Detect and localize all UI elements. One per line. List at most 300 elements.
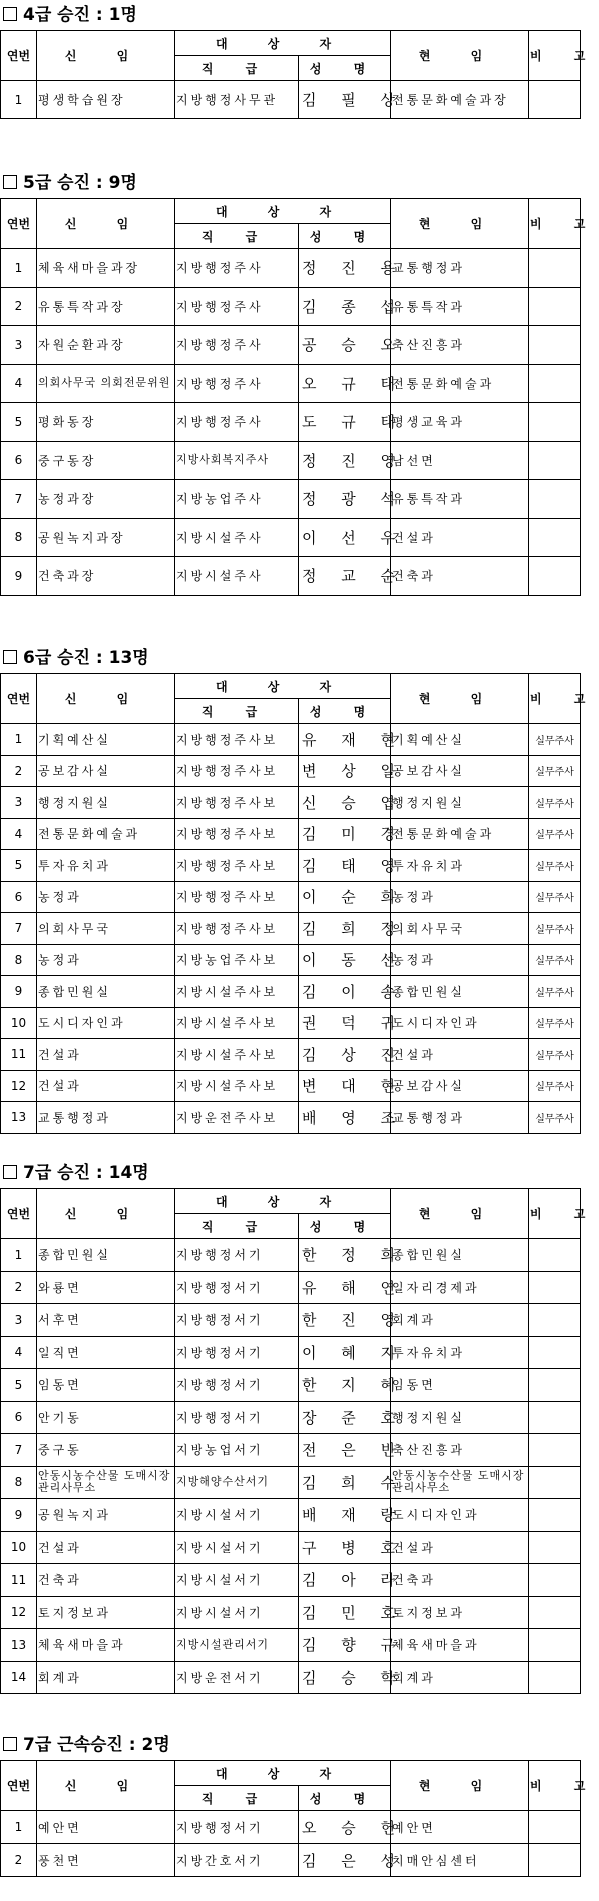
cell-name: 신 승 엽 bbox=[299, 787, 391, 819]
cell-grade: 지방농업주사보 bbox=[175, 944, 299, 976]
cell-name: 김 희 정 bbox=[299, 913, 391, 945]
cell-name: 오 규 태 bbox=[299, 364, 391, 403]
cell-current: 건축과 bbox=[391, 557, 529, 596]
cell-no: 2 bbox=[1, 287, 37, 326]
cell-name: 김 상 진 bbox=[299, 1039, 391, 1071]
table-row bbox=[1, 249, 581, 288]
table-row bbox=[1, 1811, 581, 1844]
cell-name: 김 은 성 bbox=[299, 1844, 391, 1877]
cell-current: 행정지원실 bbox=[391, 787, 529, 819]
cell-name: 정 교 순 bbox=[299, 557, 391, 596]
cell-no: 8 bbox=[1, 944, 37, 976]
cell-grade: 지방행정주사보 bbox=[175, 787, 299, 819]
cell-remark bbox=[529, 81, 581, 119]
cell-new-post: 와룡면 bbox=[37, 1271, 175, 1304]
cell-no: 8 bbox=[1, 518, 37, 557]
header-current: 현 임 bbox=[391, 199, 529, 249]
cell-new-post: 풍천면 bbox=[37, 1844, 175, 1877]
cell-remark bbox=[529, 1811, 581, 1844]
cell-remark: 실무주사 bbox=[529, 818, 581, 850]
cell-remark: 실무주사 bbox=[529, 724, 581, 756]
cell-remark: 실무주사 bbox=[529, 850, 581, 882]
cell-name: 정 광 석 bbox=[299, 480, 391, 519]
cell-name: 김 민 호 bbox=[299, 1596, 391, 1629]
table-row bbox=[1, 1596, 581, 1629]
header-grade: 직 급 bbox=[175, 1786, 299, 1811]
cell-current: 농정과 bbox=[391, 881, 529, 913]
cell-no: 1 bbox=[1, 249, 37, 288]
cell-no: 9 bbox=[1, 1499, 37, 1532]
cell-remark bbox=[529, 518, 581, 557]
table-row bbox=[1, 1336, 581, 1369]
table-row bbox=[1, 1564, 581, 1597]
promotion-table bbox=[0, 1188, 599, 1694]
cell-new-post: 체육새마을과장 bbox=[37, 249, 175, 288]
header-new-post: 신 임 bbox=[37, 199, 175, 249]
header-subject: 대 상 자 bbox=[175, 1761, 391, 1786]
cell-grade: 지방행정서기 bbox=[175, 1336, 299, 1369]
cell-current: 공보감사실 bbox=[391, 755, 529, 787]
cell-current: 치매안심센터 bbox=[391, 1844, 529, 1877]
cell-no: 8 bbox=[1, 1466, 37, 1499]
cell-grade: 지방행정서기 bbox=[175, 1304, 299, 1337]
cell-current: 도시디자인과 bbox=[391, 1499, 529, 1532]
cell-remark: 실무주사 bbox=[529, 787, 581, 819]
cell-name: 권 덕 귀 bbox=[299, 1007, 391, 1039]
table-row bbox=[1, 850, 581, 882]
cell-name: 김 희 수 bbox=[299, 1466, 391, 1499]
cell-no: 7 bbox=[1, 1434, 37, 1467]
header-row bbox=[1, 1189, 581, 1214]
cell-current: 공보감사실 bbox=[391, 1070, 529, 1102]
cell-remark bbox=[529, 1271, 581, 1304]
cell-remark bbox=[529, 1401, 581, 1434]
checkbox-square-icon bbox=[3, 1165, 17, 1179]
cell-current: 남선면 bbox=[391, 441, 529, 480]
cell-new-post: 종합민원실 bbox=[37, 1239, 175, 1272]
cell-no: 9 bbox=[1, 557, 37, 596]
cell-new-post: 투자유치과 bbox=[37, 850, 175, 882]
cell-current: 농정과 bbox=[391, 944, 529, 976]
cell-grade: 지방행정주사 bbox=[175, 287, 299, 326]
cell-remark bbox=[529, 1661, 581, 1694]
cell-name: 김 향 규 bbox=[299, 1629, 391, 1662]
cell-grade: 지방행정주사보 bbox=[175, 913, 299, 945]
cell-no: 4 bbox=[1, 818, 37, 850]
section-title-text: 6급 승진 : 13명 bbox=[23, 648, 149, 668]
cell-no: 5 bbox=[1, 1369, 37, 1402]
cell-current: 축산진흥과 bbox=[391, 326, 529, 365]
table-row bbox=[1, 944, 581, 976]
cell-new-post: 도시디자인과 bbox=[37, 1007, 175, 1039]
cell-new-post: 농정과 bbox=[37, 944, 175, 976]
table-row bbox=[1, 1629, 581, 1662]
section-5 bbox=[0, 1730, 599, 1877]
cell-no: 12 bbox=[1, 1596, 37, 1629]
table-row bbox=[1, 480, 581, 519]
cell-no: 3 bbox=[1, 1304, 37, 1337]
cell-current: 유통특작과 bbox=[391, 287, 529, 326]
cell-grade: 지방행정주사보 bbox=[175, 850, 299, 882]
header-name: 성 명 bbox=[299, 56, 391, 81]
table-row bbox=[1, 1466, 581, 1499]
cell-remark: 실무주사 bbox=[529, 1039, 581, 1071]
cell-grade: 지방시설주사보 bbox=[175, 976, 299, 1008]
header-grade: 직 급 bbox=[175, 1214, 299, 1239]
section-title-text: 7급 근속승진 : 2명 bbox=[23, 1735, 170, 1755]
cell-remark bbox=[529, 1531, 581, 1564]
cell-current: 종합민원실 bbox=[391, 976, 529, 1008]
header-no: 연번 bbox=[1, 31, 37, 81]
cell-new-post: 자원순환과장 bbox=[37, 326, 175, 365]
cell-remark: 실무주사 bbox=[529, 1007, 581, 1039]
cell-no: 4 bbox=[1, 364, 37, 403]
cell-current: 건설과 bbox=[391, 1531, 529, 1564]
promotion-table bbox=[0, 673, 599, 1134]
cell-name: 김 아 라 bbox=[299, 1564, 391, 1597]
cell-no: 1 bbox=[1, 1811, 37, 1844]
table-row bbox=[1, 976, 581, 1008]
cell-grade: 지방시설주사 bbox=[175, 557, 299, 596]
cell-grade: 지방행정주사 bbox=[175, 326, 299, 365]
header-name: 성 명 bbox=[299, 1214, 391, 1239]
cell-no: 1 bbox=[1, 1239, 37, 1272]
section-1 bbox=[0, 0, 599, 119]
cell-new-post: 공보감사실 bbox=[37, 755, 175, 787]
cell-no: 6 bbox=[1, 881, 37, 913]
cell-current: 전통문화예술과장 bbox=[391, 81, 529, 119]
cell-grade: 지방시설주사보 bbox=[175, 1070, 299, 1102]
promotion-table bbox=[0, 198, 599, 596]
cell-current: 축산진흥과 bbox=[391, 1434, 529, 1467]
header-current: 현 임 bbox=[391, 1189, 529, 1239]
cell-current: 투자유치과 bbox=[391, 850, 529, 882]
cell-remark bbox=[529, 1844, 581, 1877]
checkbox-square-icon bbox=[3, 650, 17, 664]
section-4 bbox=[0, 1158, 599, 1694]
cell-current: 회계과 bbox=[391, 1304, 529, 1337]
cell-new-post: 중구동장 bbox=[37, 441, 175, 480]
cell-remark bbox=[529, 480, 581, 519]
cell-new-post: 평생학습원장 bbox=[37, 81, 175, 119]
cell-grade: 지방행정주사보 bbox=[175, 881, 299, 913]
cell-current: 건축과 bbox=[391, 1564, 529, 1597]
table-row bbox=[1, 724, 581, 756]
header-subject: 대 상 자 bbox=[175, 199, 391, 224]
cell-grade: 지방농업서기 bbox=[175, 1434, 299, 1467]
cell-grade: 지방행정주사보 bbox=[175, 755, 299, 787]
cell-grade: 지방시설관리서기 bbox=[175, 1629, 299, 1662]
cell-no: 13 bbox=[1, 1629, 37, 1662]
cell-grade: 지방간호서기 bbox=[175, 1844, 299, 1877]
cell-no: 2 bbox=[1, 755, 37, 787]
cell-current: 종합민원실 bbox=[391, 1239, 529, 1272]
cell-remark bbox=[529, 441, 581, 480]
cell-new-post: 공원녹지과장 bbox=[37, 518, 175, 557]
section-title bbox=[0, 1730, 580, 1760]
header-remark: 비 고 bbox=[529, 31, 581, 81]
cell-name: 구 병 호 bbox=[299, 1531, 391, 1564]
cell-remark: 실무주사 bbox=[529, 944, 581, 976]
cell-name: 전 은 빈 bbox=[299, 1434, 391, 1467]
cell-remark bbox=[529, 403, 581, 442]
cell-current: 기획예산실 bbox=[391, 724, 529, 756]
cell-name: 변 상 일 bbox=[299, 755, 391, 787]
checkbox-square-icon bbox=[3, 175, 17, 189]
table-row bbox=[1, 1304, 581, 1337]
cell-name: 이 동 선 bbox=[299, 944, 391, 976]
section-title bbox=[0, 643, 580, 673]
cell-remark bbox=[529, 1304, 581, 1337]
table-row bbox=[1, 1369, 581, 1402]
table-row bbox=[1, 287, 581, 326]
header-current: 현 임 bbox=[391, 1761, 529, 1811]
table-row bbox=[1, 1239, 581, 1272]
header-no: 연번 bbox=[1, 674, 37, 724]
cell-new-post: 예안면 bbox=[37, 1811, 175, 1844]
header-current: 현 임 bbox=[391, 674, 529, 724]
cell-grade: 지방농업주사 bbox=[175, 480, 299, 519]
cell-name: 한 지 혜 bbox=[299, 1369, 391, 1402]
table-row bbox=[1, 403, 581, 442]
table-row bbox=[1, 1102, 581, 1134]
cell-new-post: 건설과 bbox=[37, 1039, 175, 1071]
section-title bbox=[0, 168, 580, 198]
cell-name: 김 미 경 bbox=[299, 818, 391, 850]
table-row bbox=[1, 1007, 581, 1039]
cell-no: 7 bbox=[1, 913, 37, 945]
cell-grade: 지방사회복지주사 bbox=[175, 441, 299, 480]
header-no: 연번 bbox=[1, 199, 37, 249]
cell-current: 평생교육과 bbox=[391, 403, 529, 442]
cell-new-post: 평화동장 bbox=[37, 403, 175, 442]
cell-current: 예안면 bbox=[391, 1811, 529, 1844]
header-row bbox=[1, 199, 581, 224]
cell-current: 토지정보과 bbox=[391, 1596, 529, 1629]
cell-remark bbox=[529, 1629, 581, 1662]
cell-current: 의회사무국 bbox=[391, 913, 529, 945]
table-row bbox=[1, 1499, 581, 1532]
cell-grade: 지방행정주사 bbox=[175, 403, 299, 442]
cell-current: 체육새마을과 bbox=[391, 1629, 529, 1662]
cell-no: 11 bbox=[1, 1564, 37, 1597]
cell-new-post: 농정과 bbox=[37, 881, 175, 913]
cell-no: 4 bbox=[1, 1336, 37, 1369]
cell-remark: 실무주사 bbox=[529, 913, 581, 945]
cell-current: 교통행정과 bbox=[391, 1102, 529, 1134]
header-new-post: 신 임 bbox=[37, 1189, 175, 1239]
cell-current: 교통행정과 bbox=[391, 249, 529, 288]
table-row bbox=[1, 557, 581, 596]
cell-name: 도 규 태 bbox=[299, 403, 391, 442]
header-remark: 비 고 bbox=[529, 199, 581, 249]
cell-name: 김 이 송 bbox=[299, 976, 391, 1008]
cell-remark: 실무주사 bbox=[529, 1070, 581, 1102]
cell-new-post: 공원녹지과 bbox=[37, 1499, 175, 1532]
cell-remark bbox=[529, 1499, 581, 1532]
cell-name: 한 정 희 bbox=[299, 1239, 391, 1272]
header-row bbox=[1, 1761, 581, 1786]
cell-remark bbox=[529, 1564, 581, 1597]
cell-new-post: 의회사무국 의회전문위원 bbox=[37, 364, 175, 403]
cell-no: 6 bbox=[1, 441, 37, 480]
header-grade: 직 급 bbox=[175, 699, 299, 724]
table-row bbox=[1, 326, 581, 365]
cell-new-post: 종합민원실 bbox=[37, 976, 175, 1008]
cell-no: 2 bbox=[1, 1271, 37, 1304]
cell-new-post: 건축과장 bbox=[37, 557, 175, 596]
cell-grade: 지방시설서기 bbox=[175, 1499, 299, 1532]
cell-remark bbox=[529, 287, 581, 326]
cell-current: 안동시농수산물 도매시장관리사무소 bbox=[391, 1466, 529, 1499]
cell-new-post: 농정과장 bbox=[37, 480, 175, 519]
table-row bbox=[1, 81, 581, 119]
cell-grade: 지방행정주사보 bbox=[175, 818, 299, 850]
header-name: 성 명 bbox=[299, 224, 391, 249]
cell-no: 3 bbox=[1, 326, 37, 365]
cell-no: 14 bbox=[1, 1661, 37, 1694]
cell-remark: 실무주사 bbox=[529, 976, 581, 1008]
cell-no: 6 bbox=[1, 1401, 37, 1434]
cell-current: 임동면 bbox=[391, 1369, 529, 1402]
header-new-post: 신 임 bbox=[37, 674, 175, 724]
section-2 bbox=[0, 168, 599, 596]
cell-no: 11 bbox=[1, 1039, 37, 1071]
cell-current: 전통문화예술과 bbox=[391, 364, 529, 403]
table-row bbox=[1, 1271, 581, 1304]
cell-new-post: 교통행정과 bbox=[37, 1102, 175, 1134]
cell-no: 5 bbox=[1, 850, 37, 882]
header-remark: 비 고 bbox=[529, 1761, 581, 1811]
cell-current: 건설과 bbox=[391, 518, 529, 557]
table-row bbox=[1, 913, 581, 945]
cell-current: 행정지원실 bbox=[391, 1401, 529, 1434]
cell-remark bbox=[529, 1369, 581, 1402]
table-row bbox=[1, 881, 581, 913]
cell-remark bbox=[529, 557, 581, 596]
cell-name: 정 진 영 bbox=[299, 441, 391, 480]
cell-name: 한 진 영 bbox=[299, 1304, 391, 1337]
table-row bbox=[1, 1070, 581, 1102]
cell-remark bbox=[529, 1466, 581, 1499]
promotion-table bbox=[0, 30, 599, 119]
cell-no: 9 bbox=[1, 976, 37, 1008]
cell-new-post: 기획예산실 bbox=[37, 724, 175, 756]
cell-grade: 지방행정서기 bbox=[175, 1239, 299, 1272]
header-grade: 직 급 bbox=[175, 56, 299, 81]
section-title bbox=[0, 1158, 580, 1188]
header-no: 연번 bbox=[1, 1189, 37, 1239]
cell-new-post: 유통특작과장 bbox=[37, 287, 175, 326]
header-row bbox=[1, 31, 581, 56]
cell-new-post: 건설과 bbox=[37, 1070, 175, 1102]
table-row bbox=[1, 1401, 581, 1434]
cell-new-post: 서후면 bbox=[37, 1304, 175, 1337]
header-grade: 직 급 bbox=[175, 224, 299, 249]
cell-grade: 지방시설주사 bbox=[175, 518, 299, 557]
header-remark: 비 고 bbox=[529, 674, 581, 724]
cell-name: 김 종 섭 bbox=[299, 287, 391, 326]
cell-remark bbox=[529, 326, 581, 365]
checkbox-square-icon bbox=[3, 7, 17, 21]
cell-new-post: 건설과 bbox=[37, 1531, 175, 1564]
promotion-table bbox=[0, 1760, 599, 1877]
cell-grade: 지방시설주사보 bbox=[175, 1007, 299, 1039]
cell-grade: 지방행정사무관 bbox=[175, 81, 299, 119]
table-row bbox=[1, 1434, 581, 1467]
cell-new-post: 의회사무국 bbox=[37, 913, 175, 945]
cell-grade: 지방해양수산서기 bbox=[175, 1466, 299, 1499]
cell-new-post: 안기동 bbox=[37, 1401, 175, 1434]
checkbox-square-icon bbox=[3, 1737, 17, 1751]
cell-name: 장 준 호 bbox=[299, 1401, 391, 1434]
table-row bbox=[1, 1661, 581, 1694]
section-title-text: 7급 승진 : 14명 bbox=[23, 1163, 149, 1183]
header-name: 성 명 bbox=[299, 1786, 391, 1811]
cell-new-post: 일직면 bbox=[37, 1336, 175, 1369]
cell-no: 2 bbox=[1, 1844, 37, 1877]
section-3 bbox=[0, 643, 599, 1134]
table-row bbox=[1, 787, 581, 819]
cell-grade: 지방시설서기 bbox=[175, 1531, 299, 1564]
table-row bbox=[1, 518, 581, 557]
header-remark: 비 고 bbox=[529, 1189, 581, 1239]
header-subject: 대 상 자 bbox=[175, 674, 391, 699]
cell-name: 김 승 학 bbox=[299, 1661, 391, 1694]
section-title-text: 5급 승진 : 9명 bbox=[23, 173, 137, 193]
cell-remark bbox=[529, 1596, 581, 1629]
cell-new-post: 행정지원실 bbox=[37, 787, 175, 819]
section-title-text: 4급 승진 : 1명 bbox=[23, 5, 137, 25]
cell-remark bbox=[529, 1239, 581, 1272]
cell-remark bbox=[529, 364, 581, 403]
header-name: 성 명 bbox=[299, 699, 391, 724]
cell-current: 전통문화예술과 bbox=[391, 818, 529, 850]
cell-grade: 지방시설서기 bbox=[175, 1596, 299, 1629]
cell-grade: 지방행정주사 bbox=[175, 364, 299, 403]
cell-grade: 지방운전서기 bbox=[175, 1661, 299, 1694]
cell-name: 배 재 랑 bbox=[299, 1499, 391, 1532]
table-row bbox=[1, 818, 581, 850]
table-row bbox=[1, 755, 581, 787]
cell-name: 변 대 현 bbox=[299, 1070, 391, 1102]
cell-name: 김 태 영 bbox=[299, 850, 391, 882]
section-title bbox=[0, 0, 580, 30]
cell-no: 7 bbox=[1, 480, 37, 519]
cell-new-post: 토지정보과 bbox=[37, 1596, 175, 1629]
cell-current: 일자리경제과 bbox=[391, 1271, 529, 1304]
cell-name: 공 승 오 bbox=[299, 326, 391, 365]
table-row bbox=[1, 1844, 581, 1877]
cell-new-post: 전통문화예술과 bbox=[37, 818, 175, 850]
cell-grade: 지방행정서기 bbox=[175, 1369, 299, 1402]
header-subject: 대 상 자 bbox=[175, 31, 391, 56]
cell-remark bbox=[529, 1434, 581, 1467]
cell-current: 도시디자인과 bbox=[391, 1007, 529, 1039]
cell-no: 10 bbox=[1, 1007, 37, 1039]
cell-remark bbox=[529, 249, 581, 288]
cell-name: 이 선 우 bbox=[299, 518, 391, 557]
cell-grade: 지방시설주사보 bbox=[175, 1039, 299, 1071]
cell-remark: 실무주사 bbox=[529, 881, 581, 913]
cell-name: 이 혜 지 bbox=[299, 1336, 391, 1369]
table-row bbox=[1, 1531, 581, 1564]
table-row bbox=[1, 1039, 581, 1071]
cell-remark bbox=[529, 1336, 581, 1369]
cell-grade: 지방행정주사 bbox=[175, 249, 299, 288]
cell-new-post: 안동시농수산물 도매시장관리사무소 bbox=[37, 1466, 175, 1499]
cell-new-post: 중구동 bbox=[37, 1434, 175, 1467]
